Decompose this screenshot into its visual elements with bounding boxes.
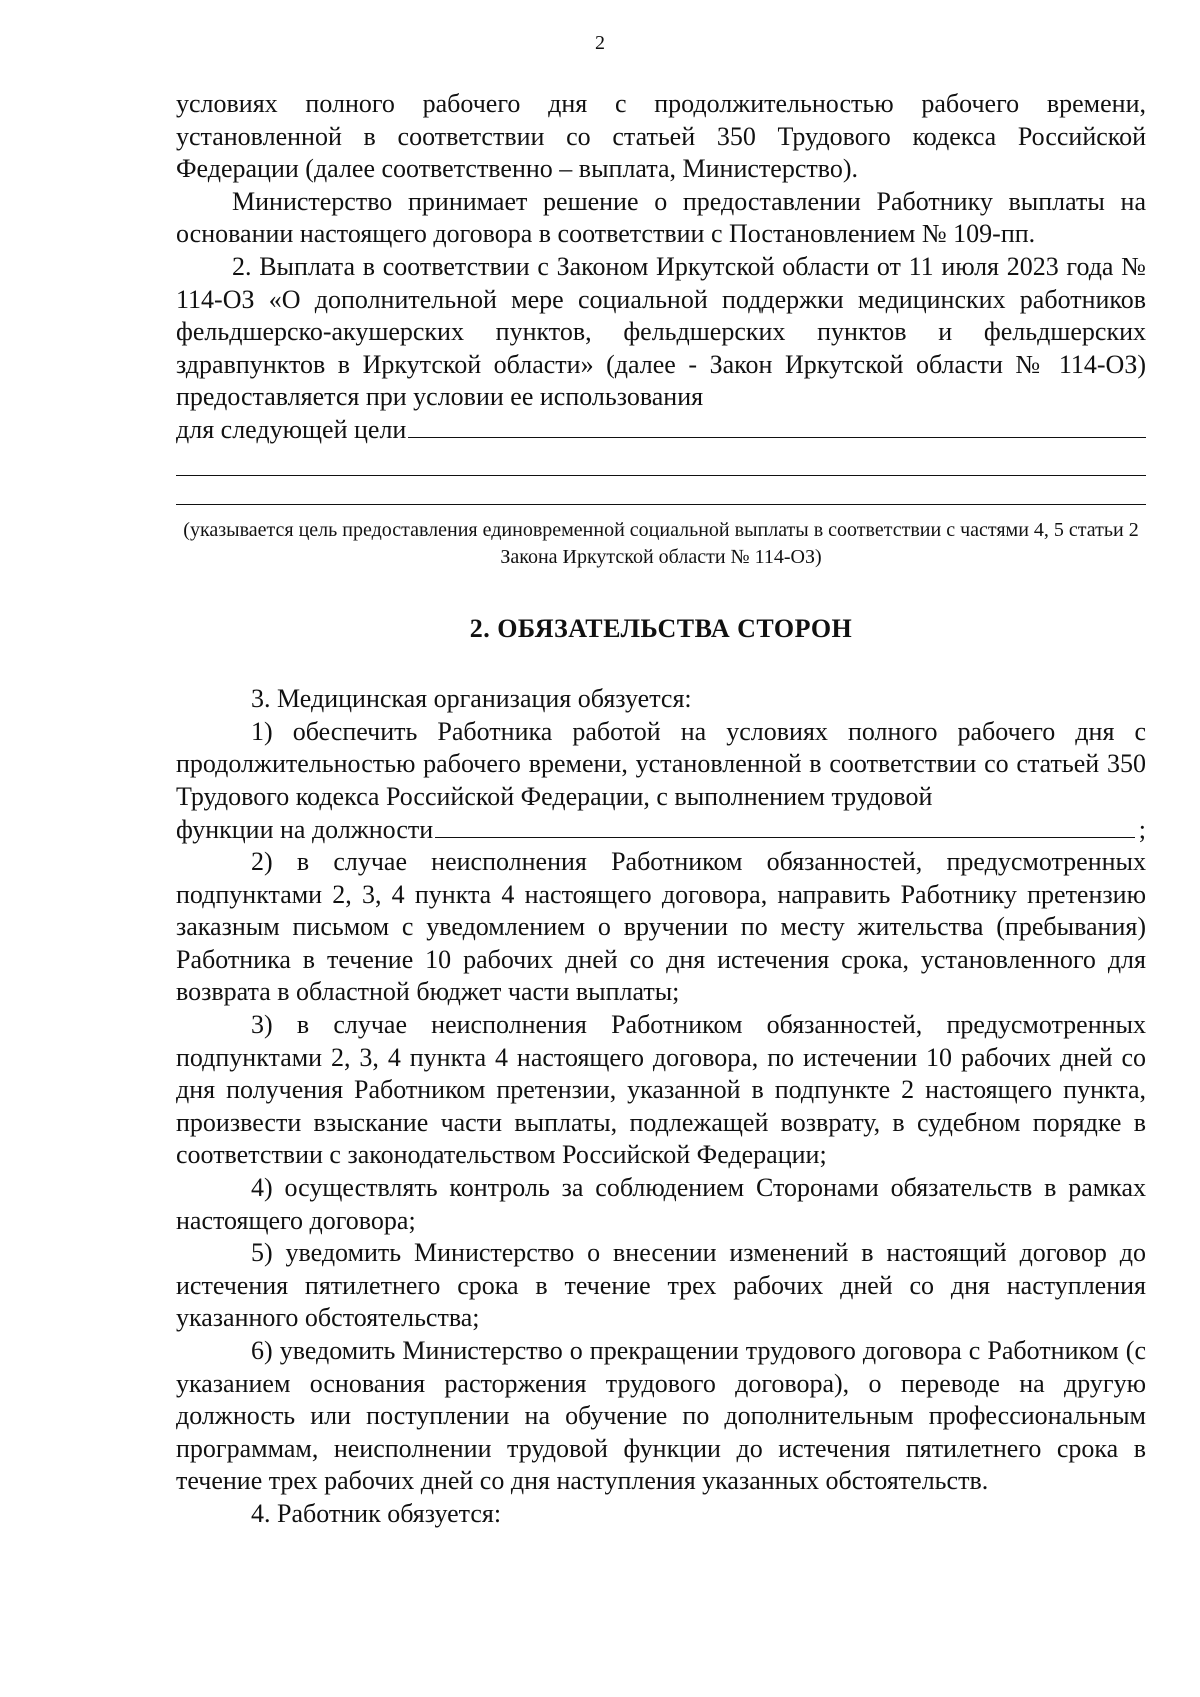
org-obligation-2: 2) в случае неисполнения Работником обязанностей, предусмотренных подпунктами 2, 3, 4 пункта 4 настоящего договора, направить Работнику претензию заказным письмом с уведомлением о вручении по месту жительства (пребывания) Работника в течение 10 рабочих дней со дня истечения срока, установленного для возврата в областной бюджет части выплаты; [176,847,1146,1007]
org-obligation-3: 3) в случае неисполнения Работником обязанностей, предусмотренных подпунктами 2, 3, 4 пункта 4 настоящего договора, по истечении 10 рабочих дней со дня получения Работником претензии, указанной в подпункте 2 настоящего пункта, произвести взыскание части выплаты, подлежащей возврату, в судебном порядке в соответствии с законодательством Российской Федерации; [176,1010,1146,1170]
paragraph-continuation: условиях полного рабочего дня с продолжительностью рабочего времени, установленной в соответствии со статьей 350 Трудового кодекса Российской Федерации (далее соответственно – выплата, Министерство). [176,89,1146,184]
org-obligation-1: 1) обеспечить Работника работой на условиях полного рабочего дня с продолжительностью рабочего времени, установленной в соответствии со статьей 350 Трудового кодекса Российской Федерации, с выполнением трудовой [176,716,1146,811]
position-label: функции на должности [176,814,434,844]
paragraph-ministry-decision: Министерство принимает решение о предоставлении Работнику выплаты на основании настоящего договора в соответствии с Постановлением № 109-пп. [176,186,1146,249]
purpose-blank-2 [176,453,1146,476]
paragraph-clause-2: 2. Выплата в соответствии с Законом Иркутской области от 11 июля 2023 года № 114-ОЗ «О дополнительной мере социальной поддержки медицинских работников фельдшерско-акушерских пунктов, фельдшерских пунктов и фельдшерских здравпунктов в Иркутской области» (далее - Закон Иркутской области № 114-ОЗ) предоставляется при условии ее использования [176,251,1146,412]
org-obligation-5: 5) уведомить Министерство о внесении изменений в настоящий договор до истечения пятилетнего срока в течение трех рабочих дней со дня наступления указанного обстоятельства; [176,1238,1146,1333]
purpose-blank-1 [408,415,1146,438]
purpose-label: для следующей цели [176,414,407,444]
org-obligation-6: 6) уведомить Министерство о прекращении трудового договора с Работником (с указанием основания расторжения трудового договора), о переводе на другую должность или поступлении на обучение по дополнительным профессиональным программам, неисполнении трудовой функции до истечения пятилетнего срока в течение трех рабочих дней со дня наступления указанных обстоятельств. [176,1336,1146,1496]
position-fill-line [176,814,1146,847]
worker-obligations-intro: 4. Работник обязуется: [251,1498,502,1528]
purpose-blank-3 [176,482,1146,505]
purpose-fill-line [176,414,1146,447]
org-obligation-4: 4) осуществлять контроль за соблюдением Сторонами обязательств в рамках настоящего договора; [176,1173,1146,1235]
page-number: 2 [595,32,605,54]
document-body [176,88,1146,1531]
org-obligations-intro: 3. Медицинская организация обязуется: [251,684,692,714]
position-blank [435,815,1135,838]
section-title: 2. ОБЯЗАТЕЛЬСТВА СТОРОН [469,613,853,643]
purpose-note: (указывается цель предоставления единовременной социальной выплаты в соответствии с частями 4, 5 статьи 2 Закона Иркутской области № 114-ОЗ) [183,518,1139,568]
position-tail: ; [1138,814,1146,844]
